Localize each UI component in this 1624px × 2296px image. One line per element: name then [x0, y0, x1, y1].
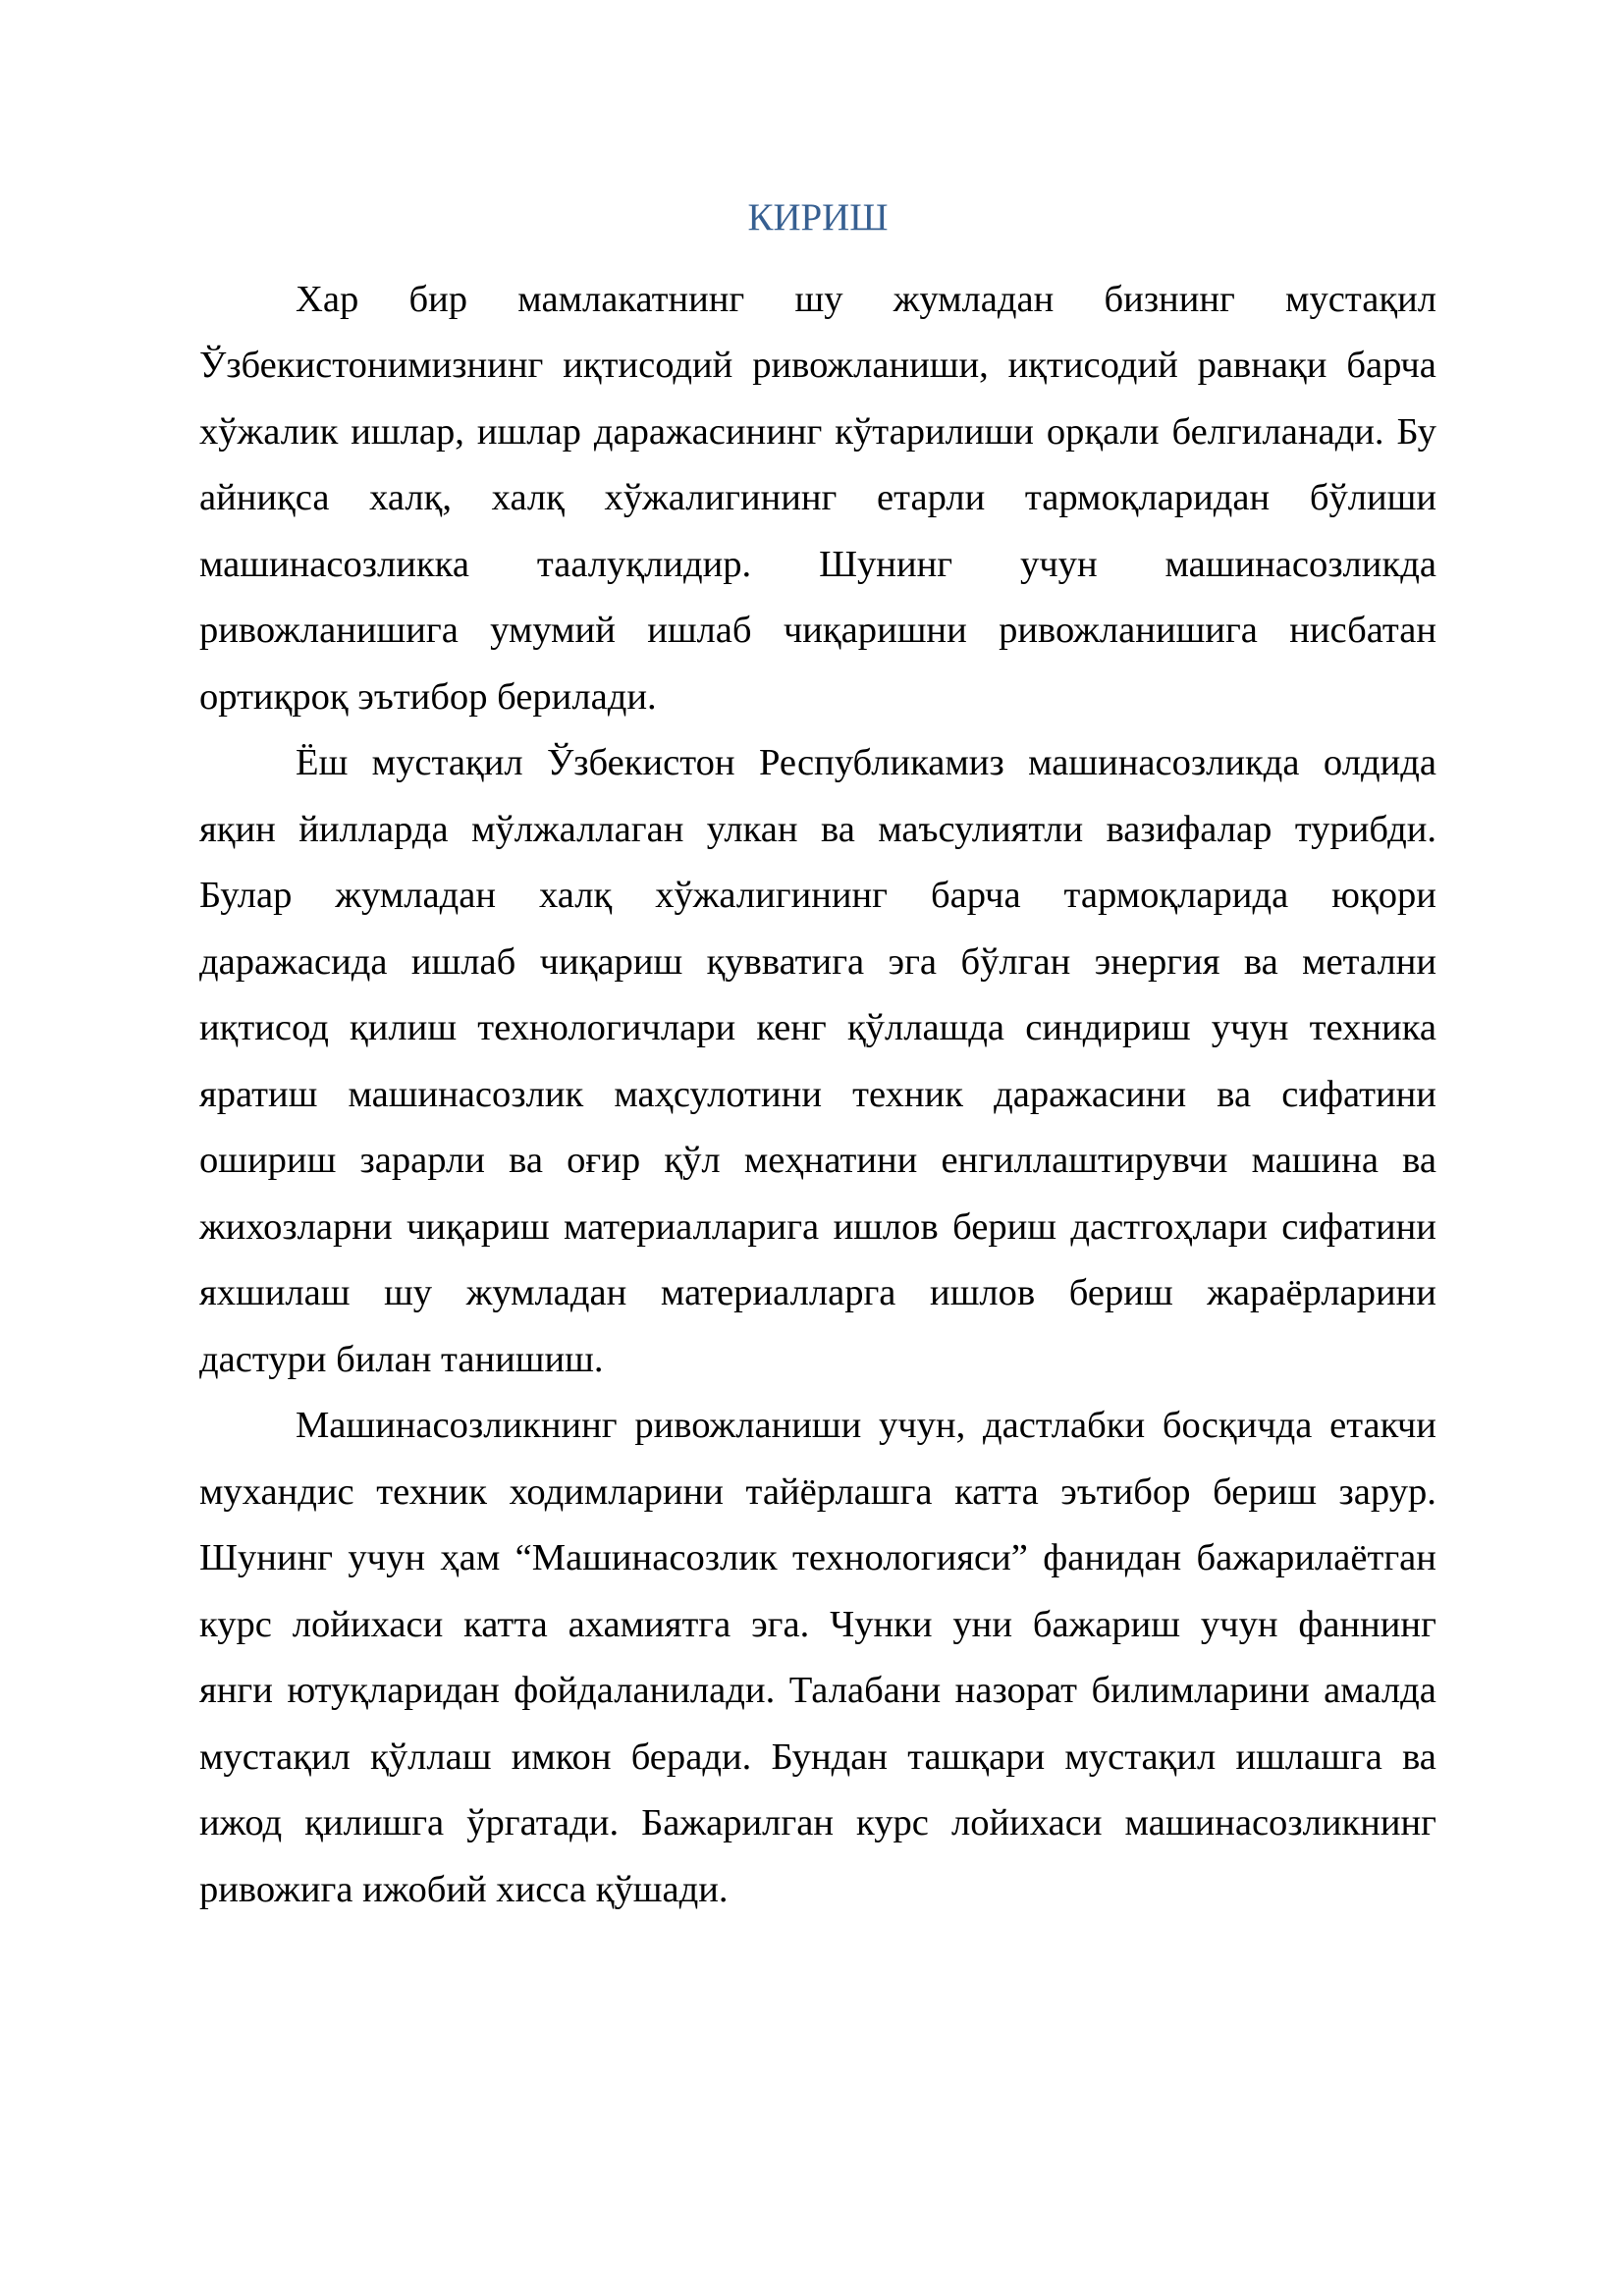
word: фаннинг	[1298, 1603, 1436, 1645]
word: учун,	[878, 1405, 966, 1446]
paragraph-3	[199, 1393, 1436, 1923]
word: шу	[794, 278, 843, 320]
word: ижод	[199, 1802, 283, 1843]
word: ўргатади.	[466, 1802, 620, 1843]
word: учун	[1019, 543, 1098, 585]
word: эътибор	[1060, 1470, 1191, 1513]
word: Ўзбекистонимизнинг	[199, 345, 544, 386]
word: ютуқларидан	[287, 1670, 500, 1711]
word: Хар	[296, 278, 359, 320]
text-line	[199, 1128, 1436, 1195]
text-line	[199, 1725, 1436, 1791]
text-line	[199, 598, 1436, 665]
word: ҳам	[440, 1537, 501, 1578]
word: нисбатан	[1289, 610, 1436, 651]
word: дастлабки	[982, 1405, 1146, 1446]
word: турибди.	[1294, 808, 1436, 850]
word: умумий	[490, 610, 616, 651]
word: мустақил	[1285, 278, 1436, 320]
word: бўлиши	[1309, 477, 1436, 518]
word: машинасозликда	[1028, 742, 1300, 783]
word: қилишга	[304, 1802, 445, 1843]
word: чиқаришни	[783, 610, 967, 651]
word: тармоқларида	[1063, 875, 1289, 916]
text-line	[199, 333, 1436, 400]
text-line: дастури билан танишиш.	[199, 1338, 604, 1380]
word: иқтисод	[199, 1007, 329, 1048]
word: бериш	[952, 1205, 1056, 1248]
word: хўжалик	[199, 410, 339, 453]
word: Бажарилган	[641, 1802, 834, 1843]
word: катта	[954, 1470, 1039, 1513]
word: метални	[1302, 940, 1436, 983]
text-line	[199, 1790, 1436, 1857]
word: ишлаб	[410, 940, 516, 983]
word: етакчи	[1329, 1405, 1436, 1446]
word: Ўзбекистон	[546, 742, 735, 783]
word: хўжалигининг	[655, 875, 889, 916]
word: сифатини	[1281, 1073, 1436, 1115]
word: техник	[852, 1073, 963, 1115]
word: эга	[888, 940, 938, 983]
word: Машинасозликнинг	[296, 1405, 618, 1446]
word: жумладан	[465, 1272, 627, 1313]
word: мўлжаллаган	[471, 808, 684, 850]
word: тармоқларидан	[1024, 477, 1271, 518]
word: ишлар	[476, 410, 581, 453]
word: фанидан	[1043, 1537, 1182, 1578]
text-line	[199, 1658, 1436, 1725]
word: тайёрлашга	[745, 1470, 933, 1513]
word: мустақил	[1064, 1735, 1217, 1778]
text-line	[199, 1062, 1436, 1129]
text-line	[199, 730, 1436, 797]
word: беради.	[630, 1735, 752, 1778]
word: қўллаш	[370, 1735, 492, 1778]
word: чиқариш	[539, 940, 683, 983]
text-line	[199, 532, 1436, 599]
word: Ёш	[296, 742, 349, 783]
word: бир	[408, 278, 468, 320]
word: курс	[199, 1603, 272, 1645]
word: даражасининг	[593, 410, 823, 453]
word: меҳнатини	[743, 1140, 918, 1181]
word: катта	[463, 1603, 548, 1645]
word: ишлашга	[1235, 1735, 1382, 1778]
word: яхшилаш	[199, 1272, 351, 1313]
word: жумладан	[335, 875, 497, 916]
word: учун	[1211, 1007, 1289, 1048]
word: айниқса	[199, 477, 330, 518]
text-line	[199, 465, 1436, 532]
word: Шунинг	[819, 543, 953, 585]
word: технологичлари	[477, 1007, 736, 1048]
word: Талабани	[788, 1670, 942, 1711]
word: мамлакатнинг	[517, 278, 745, 320]
word: бизнинг	[1104, 278, 1235, 320]
word: қўллашда	[846, 1007, 1005, 1048]
word: дастгоҳлари	[1070, 1205, 1268, 1248]
word: “Машинасозлик	[514, 1537, 778, 1578]
word: юқори	[1331, 875, 1436, 916]
word: орқали	[1046, 410, 1160, 453]
word: мухандис	[199, 1470, 354, 1513]
word: босқичда	[1162, 1405, 1313, 1446]
page-content	[199, 185, 1436, 1923]
word: сифатини	[1281, 1205, 1436, 1248]
word: курс	[856, 1802, 929, 1843]
word: ишлар,	[351, 410, 464, 453]
word: ривожланишига	[999, 610, 1258, 651]
word: ва	[509, 1140, 543, 1181]
text-line	[199, 863, 1436, 930]
page-title: КИРИШ	[747, 196, 889, 239]
word: машинасозлик	[348, 1073, 584, 1115]
word: машинасозликнинг	[1124, 1802, 1436, 1843]
word: Республикамиз	[758, 742, 1004, 783]
word: ва	[1217, 1073, 1252, 1115]
word: мустақил	[199, 1735, 351, 1778]
word: эга.	[751, 1603, 810, 1645]
word: техника	[1309, 1007, 1436, 1048]
word: таалуқлидир.	[536, 543, 752, 585]
word: улкан	[706, 808, 798, 850]
word: кўтарилиши	[835, 410, 1034, 453]
word: материалларга	[660, 1272, 896, 1313]
word: ва	[821, 808, 855, 850]
word: ва	[1402, 1140, 1436, 1181]
word: жихозларни	[199, 1205, 393, 1248]
word: ривожланиши,	[752, 345, 989, 386]
text-line	[199, 930, 1436, 996]
word: олдида	[1323, 742, 1436, 783]
word: белгиланади.	[1171, 410, 1384, 453]
word: Шунинг	[199, 1537, 333, 1578]
word: имкон	[511, 1735, 612, 1778]
word: яқин	[199, 808, 276, 850]
word: халқ	[538, 875, 613, 916]
word: шу	[384, 1272, 433, 1313]
text-line: ривожига ижобий хисса қўшади.	[199, 1868, 729, 1910]
word: иқтисодий	[1007, 345, 1178, 386]
word: хўжалигининг	[604, 477, 838, 518]
word: халқ	[491, 477, 565, 518]
text-line	[199, 1525, 1436, 1592]
word: барча	[930, 875, 1021, 916]
word: янги	[199, 1670, 273, 1711]
word: вазифалар	[1106, 808, 1272, 850]
word: Булар	[199, 875, 293, 916]
word: кенг	[756, 1007, 827, 1048]
word: барча	[1346, 345, 1436, 386]
word: Чунки	[830, 1603, 933, 1645]
word: ишлов	[833, 1205, 939, 1248]
word: ахамиятга	[568, 1603, 731, 1645]
word: синдириш	[1025, 1007, 1191, 1048]
word: бажариш	[1032, 1603, 1181, 1645]
word: оғир	[567, 1140, 641, 1181]
word: бажарилаётган	[1196, 1537, 1436, 1578]
word: учун	[348, 1537, 426, 1578]
word: техник	[376, 1470, 488, 1513]
word: материалларига	[563, 1205, 820, 1248]
word: лойихаси	[292, 1603, 444, 1645]
word: уни	[952, 1603, 1012, 1645]
word: ривожланишига	[199, 610, 459, 651]
text-line	[199, 1393, 1436, 1460]
word: машина	[1251, 1140, 1379, 1181]
word: билимларини	[1091, 1670, 1310, 1711]
word: ишлаб	[647, 610, 752, 651]
text-line	[199, 797, 1436, 864]
word: ошириш	[199, 1140, 337, 1181]
word: иқтисодий	[563, 345, 733, 386]
word: қўл	[664, 1140, 721, 1181]
word: яратиш	[199, 1073, 318, 1115]
word: фойдаланилади.	[514, 1670, 776, 1711]
word: машинасозликка	[199, 543, 469, 585]
word: йилларда	[298, 808, 449, 850]
word: қилиш	[350, 1007, 458, 1048]
word: учун	[1200, 1603, 1278, 1645]
word: ишлов	[930, 1272, 1036, 1313]
text-line	[199, 267, 1436, 334]
word: халқ,	[369, 477, 453, 518]
word: қувватига	[706, 940, 865, 983]
word: Бундан	[771, 1735, 888, 1778]
text-line	[199, 1195, 1436, 1261]
word: равнақи	[1197, 345, 1327, 386]
text-line	[199, 1260, 1436, 1327]
word: зарур.	[1338, 1470, 1436, 1513]
word: технологияси”	[792, 1537, 1028, 1578]
word: бериш	[1213, 1470, 1317, 1513]
text-line	[199, 995, 1436, 1062]
word: етарли	[877, 477, 986, 518]
paragraph-1	[199, 267, 1436, 731]
paragraph-2	[199, 730, 1436, 1393]
word: бўлган	[960, 940, 1071, 983]
word: зарарли	[359, 1140, 485, 1181]
word: ривожланиши	[634, 1405, 862, 1446]
word: ва	[1402, 1735, 1436, 1778]
text-line: ортиқроқ эътибор берилади.	[199, 675, 657, 718]
word: жумладан	[893, 278, 1055, 320]
text-line	[199, 1460, 1436, 1526]
word: амалда	[1324, 1670, 1436, 1711]
word: чиқариш	[406, 1205, 550, 1248]
text-line	[199, 400, 1436, 466]
word: енгиллаштирувчи	[941, 1140, 1228, 1181]
word: даражасида	[199, 940, 388, 983]
word: маъсулиятли	[878, 808, 1084, 850]
word: назорат	[954, 1670, 1078, 1711]
word: даражасини	[994, 1073, 1187, 1115]
word: ташқари	[907, 1735, 1046, 1778]
word: ва	[1243, 940, 1278, 983]
word: бериш	[1068, 1272, 1173, 1313]
word: лойихаси	[950, 1802, 1103, 1843]
word: ходимларини	[509, 1470, 724, 1513]
word: энергия	[1094, 940, 1220, 983]
text-line	[199, 1592, 1436, 1659]
word: маҳсулотини	[614, 1073, 822, 1115]
word: машинасозликда	[1164, 543, 1436, 585]
word: жараёрларини	[1207, 1272, 1436, 1313]
word: Бу	[1396, 410, 1436, 453]
word: мустақил	[371, 742, 523, 783]
